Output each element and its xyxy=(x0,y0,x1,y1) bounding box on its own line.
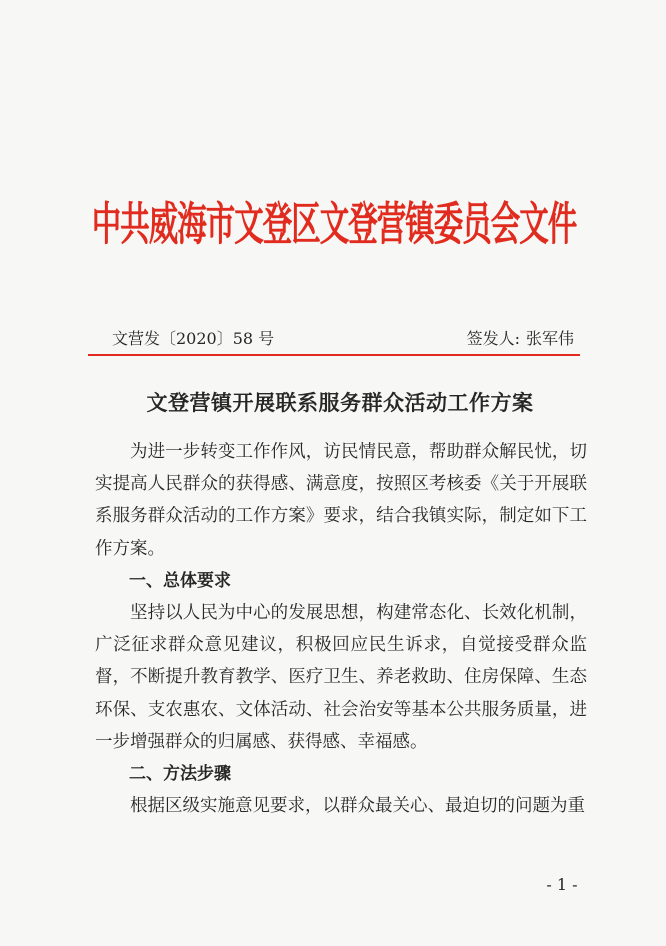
intro-paragraph: 为进一步转变工作作风，访民情民意，帮助群众解民忧，切实提高人民群众的获得感、满意度，按照区考核委《关于开展联系服务群众活动的工作方案》要求，结合我镇实际，制定如下工作方案。 xyxy=(95,442,587,559)
signer-name: 张军伟 xyxy=(525,329,574,348)
org-header xyxy=(88,191,580,257)
header-red-rule xyxy=(88,354,580,356)
section-paragraph-1: 坚持以人民为中心的发展思想，构建常态化、长效化机制，广泛征求群众意见建议，积极回应民生诉求，自觉接受群众监督，不断提升教育教学、医疗卫生、养老救助、住房保障、生态环保、支农惠农、文体活动、社会治安等基本公共服务质量，进一步增强群众的归属感、获得感、幸福感。 xyxy=(95,603,587,752)
section-heading-2: 二、方法步骤 xyxy=(129,764,231,785)
document-meta-row xyxy=(90,326,580,352)
signer-label: 签发人: xyxy=(466,329,520,348)
section-heading-1: 一、总体要求 xyxy=(129,570,231,591)
document-title: 文登营镇开展联系服务群众活动工作方案 xyxy=(146,390,534,415)
section-paragraph-2: 根据区级实施意见要求，以群众最关心、最迫切的问题为重 xyxy=(130,796,585,817)
org-header-title: 中共威海市文登区文登营镇委员会文件 xyxy=(91,196,577,251)
document-body xyxy=(95,436,587,822)
page-number: - 1 - xyxy=(546,875,578,894)
document-number: 文营发〔2020〕58 号 xyxy=(112,329,275,348)
signer xyxy=(467,326,574,352)
